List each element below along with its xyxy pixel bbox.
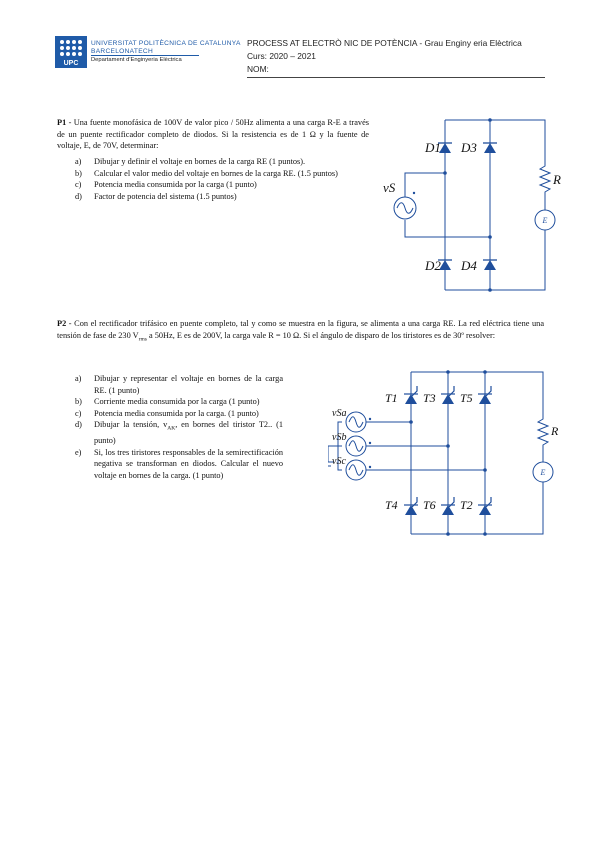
logo-divider [91, 55, 199, 56]
p2-item-e: e) Si, los tres tiristores responsables de la semirectificación negativa se transforman en diodos. Calcular el nuevo voltaje en bornes de la carga. (1 punto) [75, 447, 283, 480]
p2-emf-source [533, 462, 553, 482]
name-label: NOM: [247, 64, 269, 74]
label-d2: D2 [425, 258, 441, 273]
p1-item-c: c) Potencia media consumida por la carga (1 punto) [75, 180, 257, 189]
label-vsc: vSc [332, 456, 346, 467]
p1-question-list [75, 156, 371, 202]
p1-emf-source [535, 210, 555, 230]
p2-question-list [75, 373, 283, 481]
label-d1: D1 [425, 140, 441, 155]
p1-item-a: a) Dibujar y definir el voltaje en bornes de la carga RE (1 puntos). [75, 157, 306, 166]
university-name: UNIVERSITAT POLITÈCNICA DE CATALUNYA BARCELONATECH [91, 40, 241, 55]
p1-label: P1 [57, 118, 67, 127]
p2-three-phase-bridge [328, 362, 578, 547]
label-vsa: vSa [332, 408, 347, 419]
name-rule [247, 77, 545, 78]
p2-statement: P2 - Con el rectificador trifásico en puente completo, tal y como se muestra en la figura, se alimenta a una carga RE. La red eléctrica tiene una tensión de fase de 230 $V_{rms}$ a 50Hz, E es de 200V, la carga vale R = 10 Ω. Si el ángulo de disparo de los tiristores es de 30º resolver: [57, 319, 544, 343]
label-d3: D3 [461, 140, 477, 155]
label-r1: R [553, 172, 561, 187]
p2-item-c: c) Potencia media consumida por la carga. (1 punto) [75, 408, 259, 418]
course-year: Curs: 2020 – 2021 [247, 51, 316, 61]
label-t6: T6 [423, 498, 436, 512]
label-vsb: vSb [332, 432, 347, 443]
label-t2: T2 [460, 498, 473, 512]
svg-text:UPC: UPC [63, 60, 79, 67]
p1-diode-d3 [483, 143, 497, 153]
p2-label: P2 [57, 319, 67, 328]
p1-diode-d4 [483, 260, 497, 270]
p2-item-b: b) Corriente media consumida por la carga (1 punto) [75, 397, 260, 406]
p2-wires [338, 372, 548, 534]
label-r2: R [551, 424, 559, 438]
p1-bridge-circuit [375, 110, 575, 300]
department-name: Departament d'Enginyeria Elèctrica [91, 57, 182, 63]
upc-logo [55, 36, 87, 73]
label-t4: T4 [385, 498, 398, 512]
label-vs: vS [383, 180, 396, 195]
p1-item-b: b) Calcular el valor medio del voltaje en bornes de la carga RE. (1.5 puntos) [75, 168, 338, 178]
label-t3: T3 [423, 391, 436, 405]
p2-item-a: a) Dibujar y representar el voltaje en bornes de la carga RE. (1 punto) [75, 374, 283, 395]
p1-statement: P1 - Una fuente monofásica de 100V de valor pico / 50Hz alimenta a una carga R-E a través de un puente rectificador completo de diodos. Si la resistencia es de 1 Ω y la fuente de voltaje, E, de 70V, determinar: [57, 118, 369, 150]
p2-item-d: d) Dibujar la tensión, $v_{AK}$, en bornes del tiristor T2.. (1 punto) [75, 420, 284, 446]
label-t5: T5 [460, 391, 473, 405]
label-t1: T1 [385, 391, 398, 405]
course-title: PROCESS AT ELECTRÒ NIC DE POTÈNCIA - Grau Enginy eria Elèctrica [247, 38, 522, 48]
label-d4: D4 [461, 258, 477, 273]
svg-text:E: E [542, 216, 548, 225]
p1-item-d: d) Factor de potencia del sistema (1.5 puntos) [75, 191, 237, 201]
svg-text:E: E [540, 468, 546, 477]
